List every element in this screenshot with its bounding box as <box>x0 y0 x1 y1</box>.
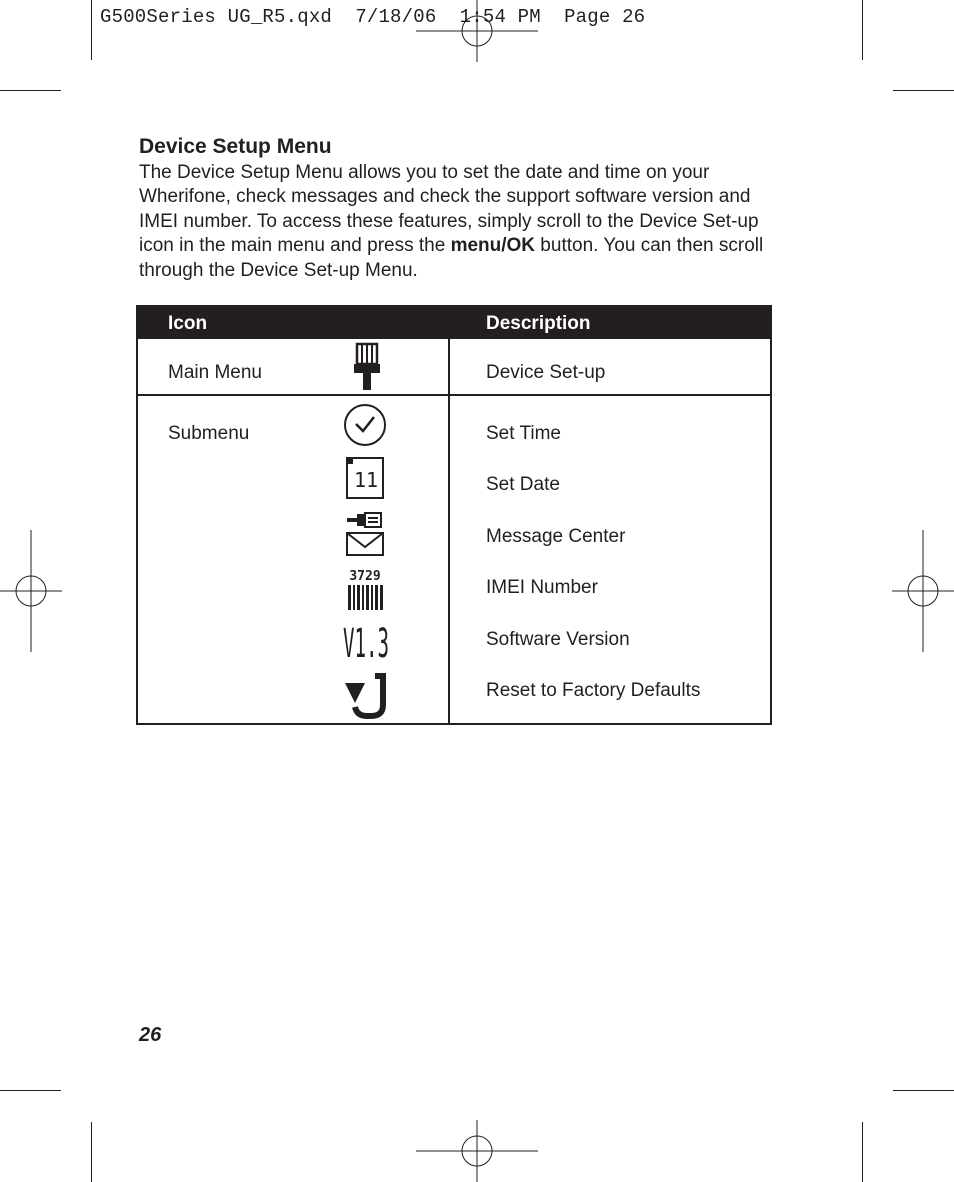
crop-mark <box>893 1090 954 1091</box>
crop-mark <box>0 90 61 91</box>
message-center-label: Message Center <box>486 526 626 547</box>
intro-text-1: The Device Setup Menu allows you to set the date and time on your Wherifone, check messages and check the support software version and IMEI number. To access these features, simply scroll to the Device Set-up icon in the main menu and press the <box>139 162 759 257</box>
registration-mark-left <box>0 530 62 652</box>
registration-mark-right <box>892 530 954 652</box>
page-number: 26 <box>139 1024 162 1046</box>
screwdriver-icon <box>352 342 382 392</box>
imei-number-label: IMEI Number <box>486 577 598 598</box>
intro-paragraph <box>139 161 779 283</box>
intro-text-2: button. You can then scroll through the Device Set-up Menu. <box>139 235 764 281</box>
device-setup-table <box>136 305 772 725</box>
version-icon <box>341 617 391 667</box>
header-description: Description <box>486 313 591 334</box>
reset-factory-defaults-label: Reset to Factory Defaults <box>486 680 701 701</box>
svg-text:3729: 3729 <box>349 569 381 584</box>
row-divider <box>138 394 772 396</box>
registration-mark-bottom <box>416 1120 538 1182</box>
svg-text:V1.3: V1.3 <box>343 621 389 667</box>
crop-mark <box>862 0 863 60</box>
message-envelope-icon <box>345 511 387 557</box>
header-icon: Icon <box>168 313 208 334</box>
menu-ok-label: menu/OK <box>450 235 536 257</box>
barcode-icon <box>346 566 386 612</box>
column-divider <box>448 339 450 723</box>
reset-arrow-icon <box>343 673 387 719</box>
crop-mark <box>91 0 92 60</box>
submenu-label: Submenu <box>168 423 250 444</box>
clock-icon <box>343 403 387 447</box>
crop-mark <box>862 1122 863 1182</box>
set-time-label: Set Time <box>486 423 561 444</box>
crop-mark <box>91 1122 92 1182</box>
section-title: Device Setup Menu <box>139 135 332 158</box>
svg-text:11: 11 <box>353 468 379 492</box>
registration-mark-top <box>416 0 538 62</box>
main-menu-description: Device Set-up <box>486 362 606 383</box>
table-header <box>138 305 772 339</box>
crop-mark <box>893 90 954 91</box>
software-version-label: Software Version <box>486 629 630 650</box>
main-menu-label: Main Menu <box>168 362 262 383</box>
crop-mark <box>0 1090 61 1091</box>
printer-slug: G500Series UG_R5.qxd 7/18/06 1:54 PM Page 26 <box>100 6 646 28</box>
set-date-label: Set Date <box>486 474 560 495</box>
calendar-icon <box>345 456 385 500</box>
